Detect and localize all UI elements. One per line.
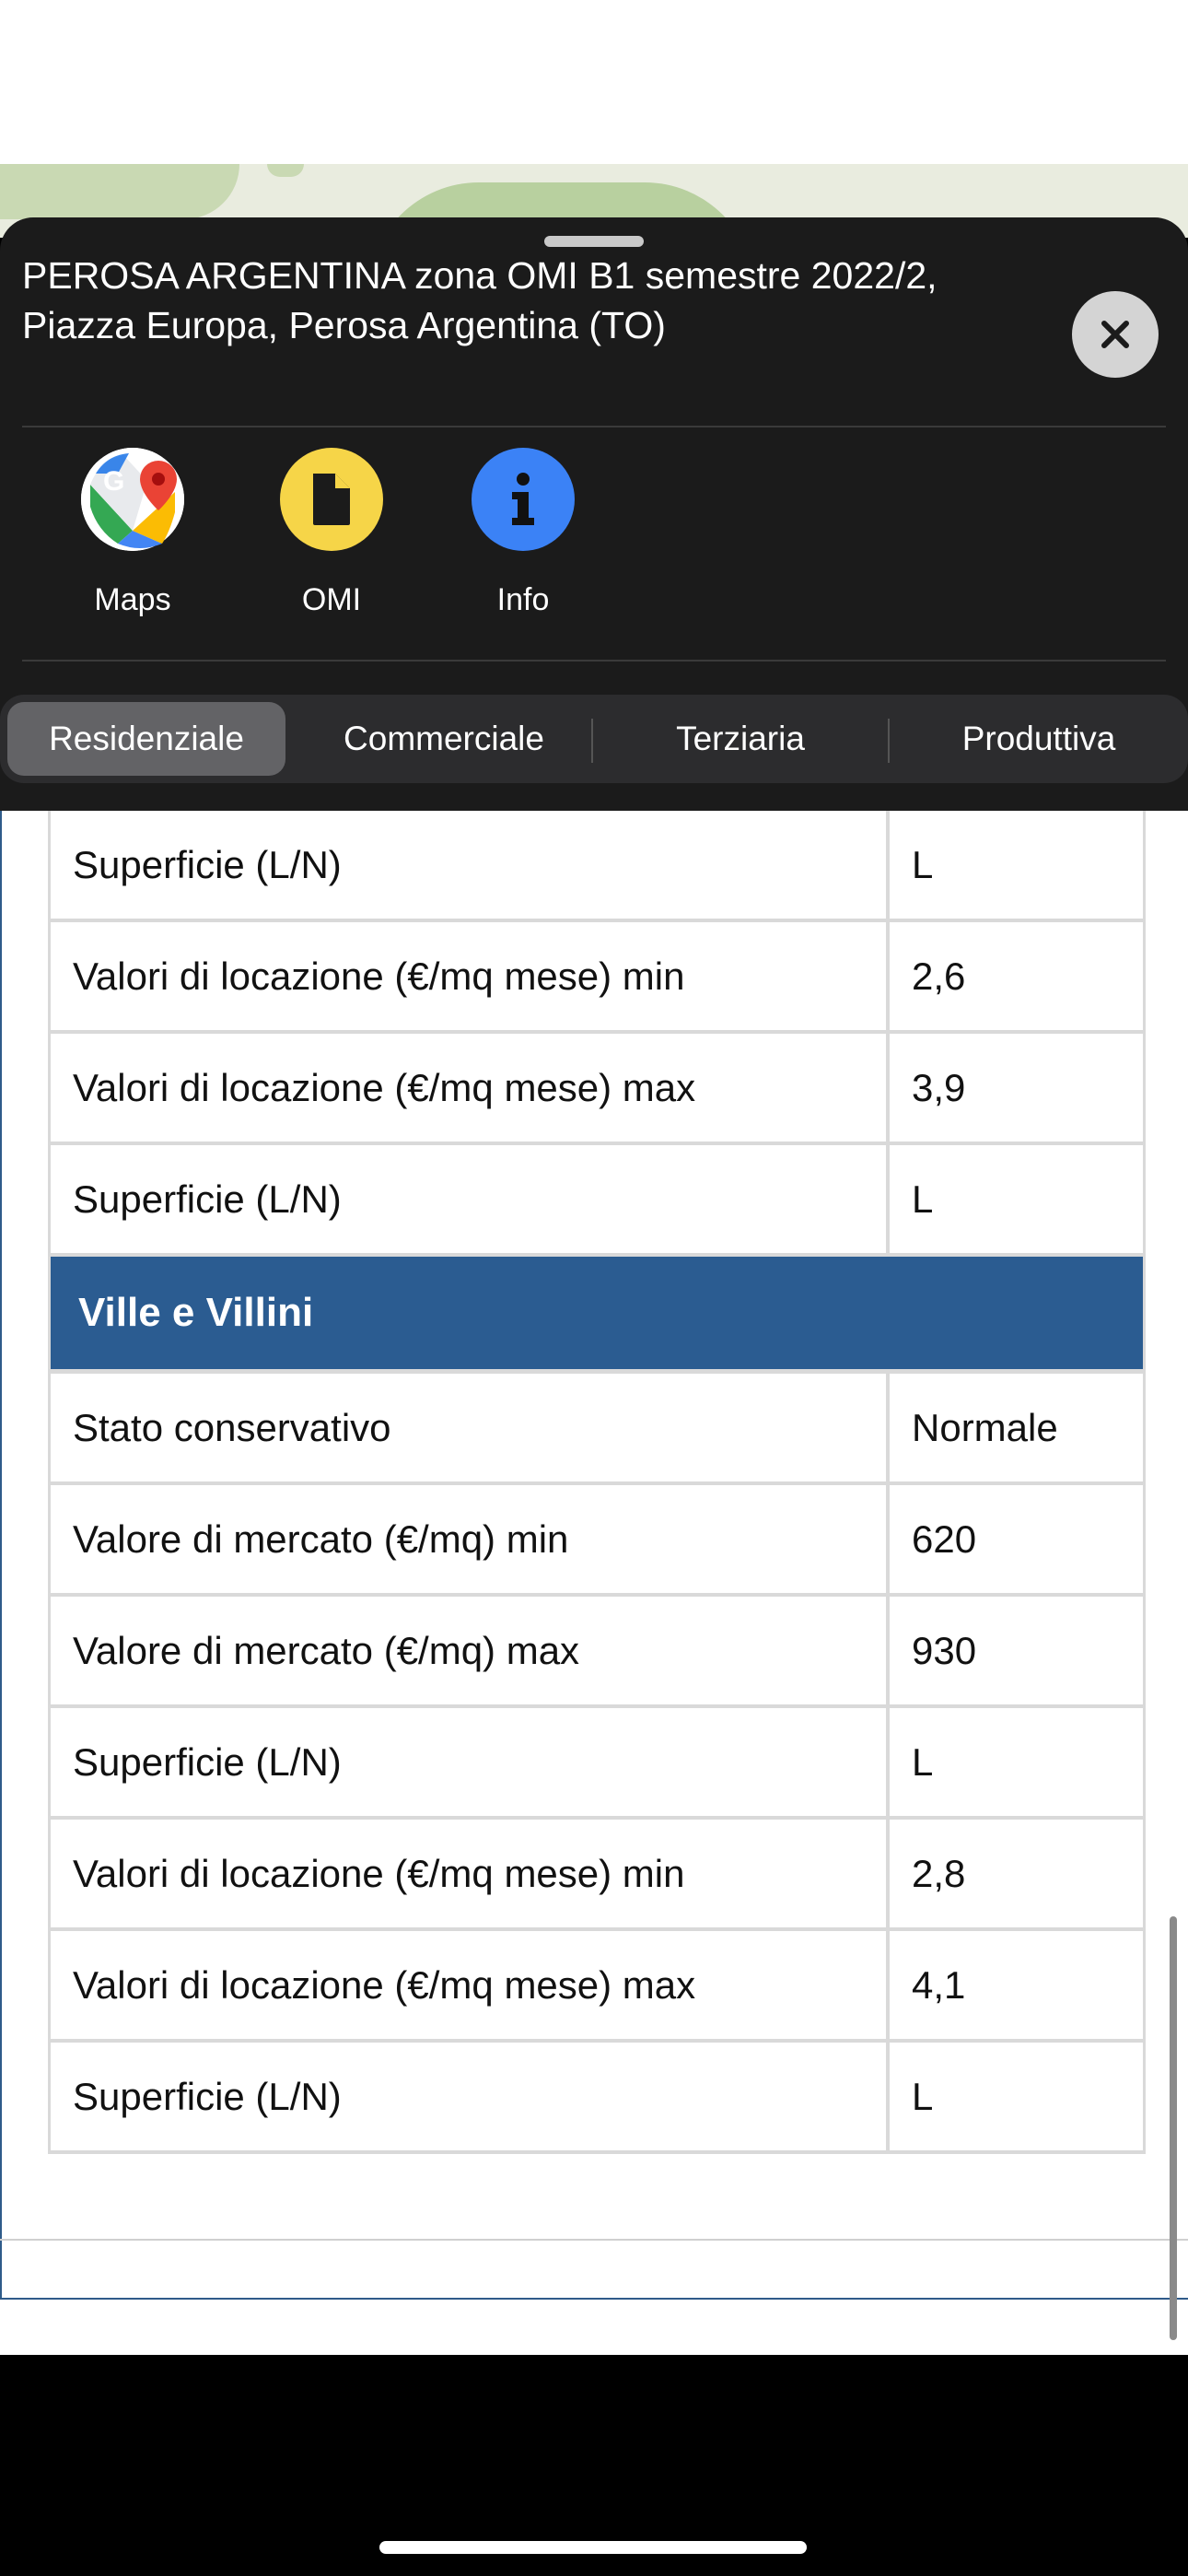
group-header-ville-villini: Ville e Villini [51, 1257, 1143, 1374]
tab-residenziale[interactable]: Residenziale [7, 702, 285, 776]
table-row [51, 1931, 1143, 2043]
table-row [51, 1708, 1143, 1820]
maps-label: Maps [94, 582, 171, 617]
row-key: Valori di locazione (€/mq mese) max [51, 1034, 890, 1142]
omi-label: OMI [301, 582, 362, 617]
info-label: Info [496, 582, 550, 617]
table-row [51, 811, 1143, 922]
web-content [0, 811, 1188, 2355]
info-button[interactable] [449, 448, 597, 618]
row-value: 930 [912, 1628, 977, 1672]
table-row [51, 1145, 1143, 1257]
row-key: Valore di mercato (€/mq) max [51, 1597, 890, 1704]
values-table [48, 811, 1146, 2154]
maps-button[interactable] [59, 448, 206, 618]
table-row [51, 922, 1143, 1034]
row-key: Superficie (L/N) [51, 1145, 890, 1253]
home-indicator[interactable] [379, 2541, 807, 2554]
close-button[interactable] [1072, 291, 1159, 378]
table-row [51, 1597, 1143, 1708]
table-row [51, 1034, 1143, 1145]
table-row [51, 2043, 1143, 2154]
table-row [51, 1485, 1143, 1597]
row-value: L [912, 1739, 934, 1784]
divider [22, 426, 1166, 427]
divider [0, 2239, 1188, 2241]
row-value: 4,1 [912, 1962, 966, 2007]
row-key: Superficie (L/N) [51, 2043, 890, 2150]
tab-commerciale[interactable]: Commerciale [344, 720, 544, 757]
zone-title: PEROSA ARGENTINA zona OMI B1 semestre 2022/2, Piazza Europa, Perosa Argentina (TO) [22, 254, 938, 346]
map-green-area [267, 164, 304, 177]
row-key: Valori di locazione (€/mq mese) max [51, 1931, 890, 2039]
omi-button[interactable] [258, 448, 405, 618]
row-value: 2,8 [912, 1851, 966, 1895]
row-key: Stato conservativo [51, 1374, 890, 1481]
map-green-area [0, 164, 239, 219]
info-icon [472, 448, 575, 551]
bottom-sheet [0, 217, 1188, 811]
row-value: L [912, 842, 934, 886]
tab-produttiva[interactable]: Produttiva [961, 720, 1116, 757]
scrollbar[interactable] [1170, 1916, 1177, 2340]
row-value: 2,6 [912, 954, 966, 998]
close-icon [1097, 316, 1134, 353]
document-icon [280, 448, 383, 551]
row-key: Valori di locazione (€/mq mese) min [51, 922, 890, 1030]
row-value: L [912, 1177, 934, 1221]
category-tabs [0, 695, 1188, 783]
google-maps-icon [81, 448, 184, 551]
row-value: 3,9 [912, 1065, 966, 1109]
row-value: 620 [912, 1516, 977, 1561]
row-value: L [912, 2074, 934, 2118]
row-key: Valori di locazione (€/mq mese) min [51, 1820, 890, 1927]
row-key: Superficie (L/N) [51, 811, 890, 919]
table-row [51, 1374, 1143, 1485]
svg-text:G: G [103, 466, 125, 497]
row-key: Valore di mercato (€/mq) min [51, 1485, 890, 1593]
row-key: Superficie (L/N) [51, 1708, 890, 1816]
table-row [51, 1820, 1143, 1931]
status-bar-area [0, 0, 1188, 164]
sheet-grabber[interactable] [544, 236, 644, 247]
divider [22, 660, 1166, 662]
tab-terziaria[interactable]: Terziaria [676, 720, 805, 757]
row-value: Normale [912, 1405, 1058, 1449]
